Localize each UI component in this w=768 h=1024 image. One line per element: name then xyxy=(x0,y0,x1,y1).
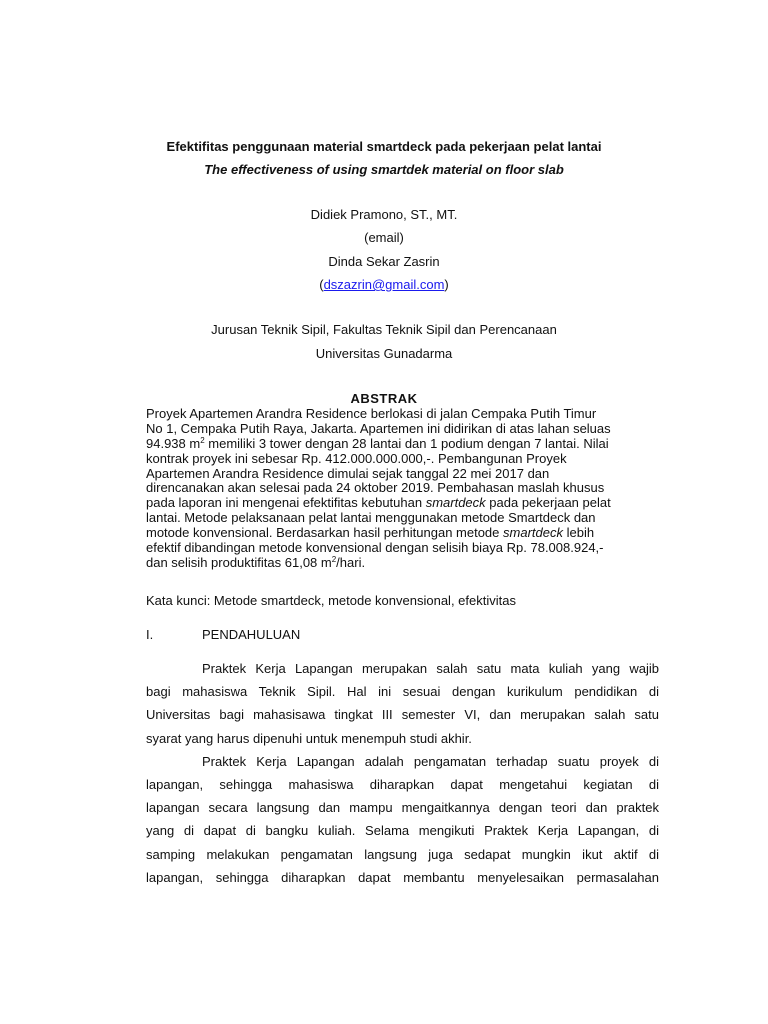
body-line: lapangan secara langsung dan mampu mengaitkannya dengan teori dan praktek xyxy=(146,800,659,816)
abstract-line: direncanakan akan selesai pada 24 oktober 2019. Pembahasan maslah khusus xyxy=(146,480,605,496)
body-line: Universitas bagi mahasisawa tingkat III semester VI, dan merupakan salah satu xyxy=(146,707,659,723)
author-1-name: Didiek Pramono, ST., MT. xyxy=(310,207,458,222)
author-2-contact xyxy=(0,277,768,293)
keywords: Kata kunci: Metode smartdeck, metode konvensional, efektivitas xyxy=(146,593,516,608)
body-line: samping melakukan pengamatan langsung juga sedapat mungkin ikut aktif di xyxy=(146,846,659,862)
abstract-line: efektif dibandingan metode konvensional dengan selisih biaya Rp. 78.008.924,- xyxy=(146,540,604,556)
body-line: yang di dapat di bangku kuliah. Selama mengikuti Praktek Kerja Lapangan, di xyxy=(146,823,659,839)
abstract-line: 94.938 $m^2$ memiliki 3 tower dengan 28 lantai dan 1 podium dengan 7 lantai. Nilai xyxy=(146,435,609,451)
abstract-line: No 1, Cempaka Putih Raya, Jakarta. Apartemen ini didirikan di atas lahan seluas xyxy=(146,420,611,436)
body-line: bagi mahasiswa Teknik Sipil. Hal ini sesuai dengan kurikulum pendidikan di xyxy=(146,684,659,700)
abstract-line: Proyek Apartemen Arandra Residence berlokasi di jalan Cempaka Putih Timur xyxy=(146,406,597,421)
abstract-line: lantai. Metode pelaksanaan pelat lantai menggunakan metode Smartdeck dan xyxy=(146,510,596,526)
paren-open: ( xyxy=(319,277,324,292)
body-line: lapangan, sehingga diharapkan dapat membantu menyelesaikan permasalahan xyxy=(146,869,659,885)
body-line: lapangan, sehingga mahasiswa diharapkan dapat mengetahui kegiatan di xyxy=(146,776,659,792)
abstract-heading: ABSTRAK xyxy=(350,391,418,406)
author-2-name: Dinda Sekar Zasrin xyxy=(328,254,440,269)
paper-title-indonesian: Efektifitas penggunaan material smartdeck pada pekerjaan pelat lantai xyxy=(166,139,602,154)
body-line: syarat yang harus dipenuhi untuk menempuh studi akhir. xyxy=(146,730,472,746)
abstract-line: dan selisih produktifitas 61,08 $m^2$/hari. xyxy=(146,554,366,570)
paper-title-english: The effectiveness of using smartdek material on floor slab xyxy=(204,162,564,177)
abstract-line: motode konvensional. Berdasarkan hasil perhitungan metode smartdeck lebih xyxy=(146,525,595,541)
affiliation-department: Jurusan Teknik Sipil, Fakultas Teknik Sipil dan Perencanaan xyxy=(211,322,557,337)
section-number: I. xyxy=(146,627,154,642)
abstract-line: pada laporan ini mengenai efektifitas kebutuhan smartdeck pada pekerjaan pelat xyxy=(146,495,611,511)
body-line: Praktek Kerja Lapangan adalah pengamatan terhadap suatu proyek di xyxy=(202,753,659,769)
body-line: Praktek Kerja Lapangan merupakan salah satu mata kuliah yang wajib xyxy=(202,661,659,676)
affiliation-university: Universitas Gunadarma xyxy=(315,346,453,361)
paren-close: ) xyxy=(444,277,449,292)
abstract-line: kontrak proyek ini sebesar Rp. 412.000.000.000,-. Pembangunan Proyek xyxy=(146,450,567,466)
introduction-body xyxy=(146,657,659,889)
author-2-email-link[interactable]: dszazrin@gmail.com xyxy=(323,277,445,292)
abstract-body xyxy=(146,407,659,571)
author-1-contact: (email) xyxy=(364,230,404,245)
abstract-line: Apartemen Arandra Residence dimulai sejak tanggal 22 mei 2017 dan xyxy=(146,465,550,481)
section-title: PENDAHULUAN xyxy=(202,627,301,642)
